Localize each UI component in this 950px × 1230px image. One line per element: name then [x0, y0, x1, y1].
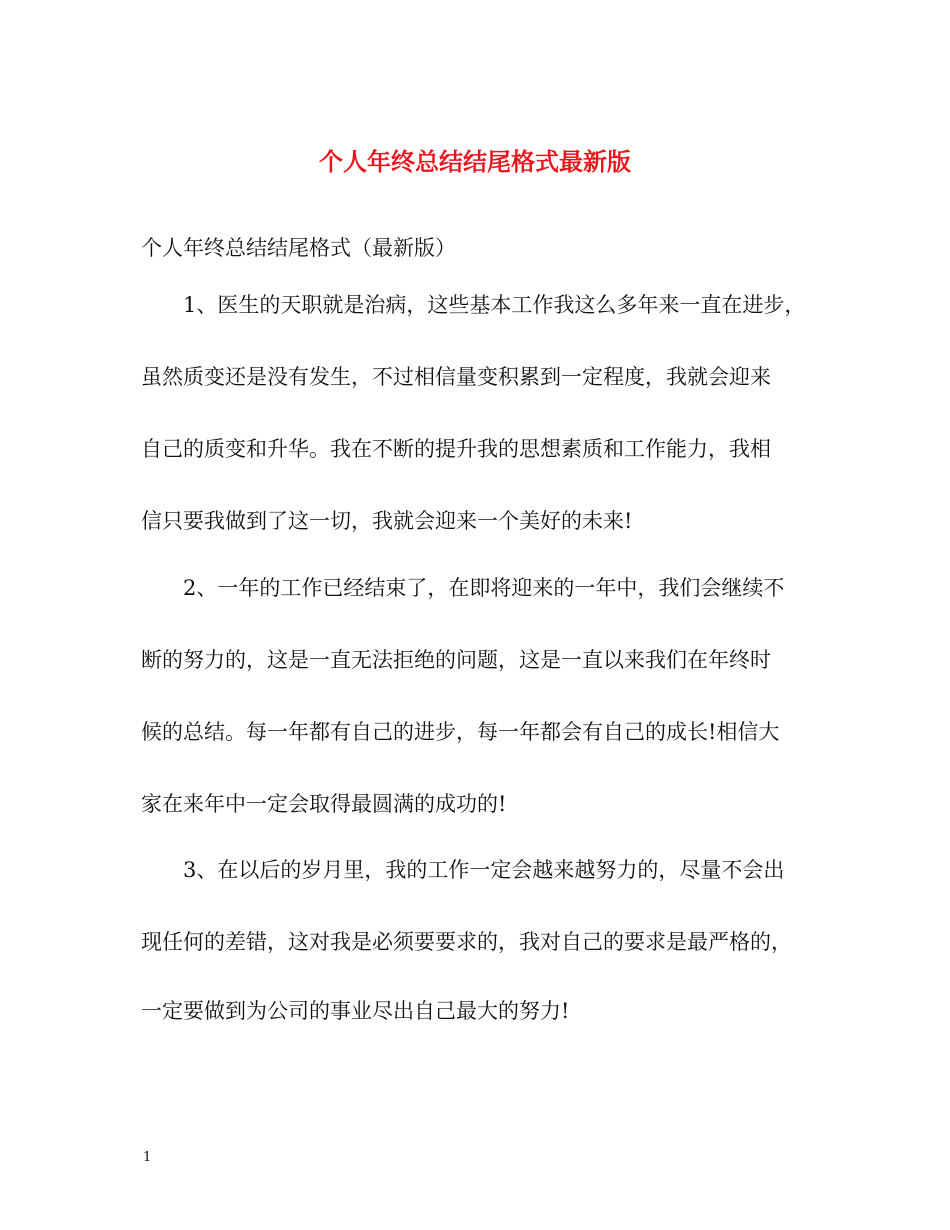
paragraph-2-line-4: 家在来年中一定会取得最圆满的成功的! — [141, 792, 507, 816]
paragraph-2-line-2: 断的努力的，这是一直无法拒绝的问题，这是一直以来我们在年终时 — [141, 648, 771, 672]
page-number: 1 — [143, 1150, 152, 1165]
paragraph-1-line-3: 自己的质变和升华。我在不断的提升我的思想素质和工作能力，我相 — [141, 437, 771, 461]
paragraph-1-line-2: 虽然质变还是没有发生，不过相信量变积累到一定程度，我就会迎来 — [141, 365, 771, 389]
paragraph-1-line-1: 1、医生的天职就是治病，这些基本工作我这么多年来一直在进步， — [183, 293, 806, 317]
document-title: 个人年终总结结尾格式最新版 — [319, 147, 631, 176]
paragraph-3-line-1: 3、在以后的岁月里，我的工作一定会越来越努力的，尽量不会出 — [183, 858, 785, 882]
paragraph-3-line-3: 一定要做到为公司的事业尽出自己最大的努力! — [141, 999, 570, 1023]
paragraph-2-line-3: 候的总结。每一年都有自己的进步，每一年都会有自己的成长!相信大 — [141, 720, 780, 744]
paragraph-2-line-1: 2、一年的工作已经结束了，在即将迎来的一年中，我们会继续不 — [183, 576, 785, 600]
paragraph-1-line-4: 信只要我做到了这一切，我就会迎来一个美好的未来! — [141, 509, 633, 533]
paragraph-3-line-2: 现任何的差错，这对我是必须要要求的，我对自己的要求是最严格的， — [141, 930, 792, 954]
document-subtitle: 个人年终总结结尾格式（最新版） — [141, 236, 456, 260]
